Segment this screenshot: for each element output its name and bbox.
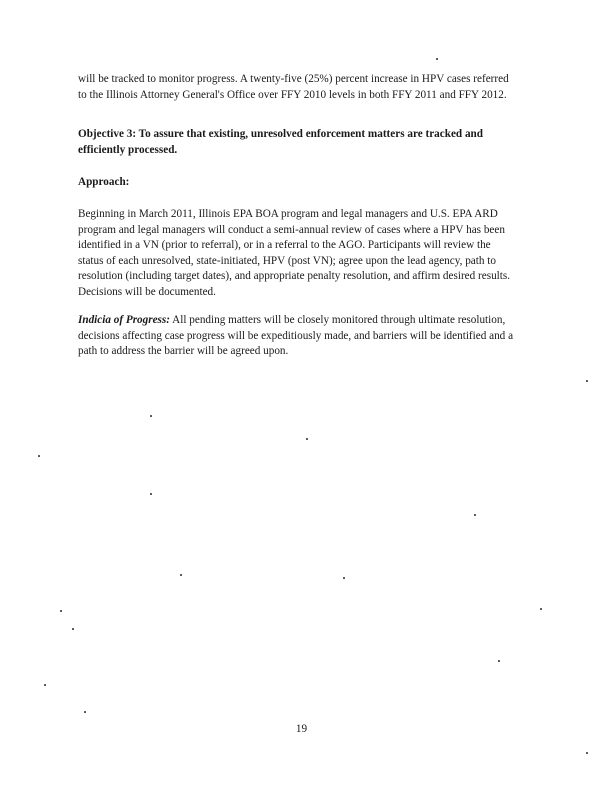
page-number: 19	[295, 723, 308, 735]
paragraph-line: path to address the barrier will be agreed upon.	[78, 345, 289, 358]
progress-tracking-paragraph	[78, 72, 528, 103]
scan-speck	[38, 455, 40, 457]
approach-paragraph	[78, 207, 528, 301]
scan-speck	[180, 574, 182, 576]
scan-speck	[60, 610, 62, 612]
objective-line: efficiently processed.	[78, 143, 178, 156]
scan-speck	[72, 628, 74, 630]
scan-speck	[540, 608, 542, 610]
indicia-text: All pending matters will be closely monitored through ultimate resolution,	[170, 314, 506, 326]
scan-speck	[436, 58, 438, 60]
paragraph-line: program and legal managers will conduct a semi-annual review of cases where a HPV has been	[78, 223, 505, 236]
objective-line: Objective 3: To assure that existing, unresolved enforcement matters are tracked and	[78, 128, 483, 140]
scan-speck	[44, 684, 46, 686]
scan-speck	[474, 514, 476, 516]
paragraph-line: decisions affecting case progress will be expeditiously made, and barriers will be identified and a	[78, 329, 514, 342]
approach-heading: Approach:	[78, 176, 130, 188]
paragraph-line: will be tracked to monitor progress. A twenty-five (25%) percent increase in HPV cases referred	[78, 73, 509, 85]
scan-speck	[150, 493, 152, 495]
paragraph-line: Decisions will be documented.	[78, 285, 216, 298]
scan-speck	[586, 752, 588, 754]
scan-speck	[343, 577, 345, 579]
scan-speck	[498, 660, 500, 662]
scan-speck	[84, 711, 86, 713]
paragraph-line: resolution (including target dates), and appropriate penalty resolution, and affirm desired results.	[78, 270, 511, 283]
indicia-label: Indicia of Progress:	[78, 314, 170, 326]
paragraph-line: status of each unresolved, state-initiated, HPV (post VN); agree upon the lead agency, path to	[78, 254, 496, 267]
paragraph-line: Beginning in March 2011, Illinois EPA BOA program and legal managers and U.S. EPA ARD	[78, 208, 498, 220]
indicia-of-progress-paragraph	[78, 313, 528, 360]
objective-3-heading	[78, 127, 528, 158]
paragraph-line: to the Illinois Attorney General's Office over FFY 2010 levels in both FFY 2011 and FFY 2012.	[78, 88, 507, 101]
scan-speck	[150, 415, 152, 417]
scan-speck	[586, 380, 588, 382]
scan-speck	[306, 438, 308, 440]
paragraph-line	[78, 313, 528, 329]
paragraph-line: identified in a VN (prior to referral), or in a referral to the AGO. Participants will review the	[78, 239, 491, 252]
